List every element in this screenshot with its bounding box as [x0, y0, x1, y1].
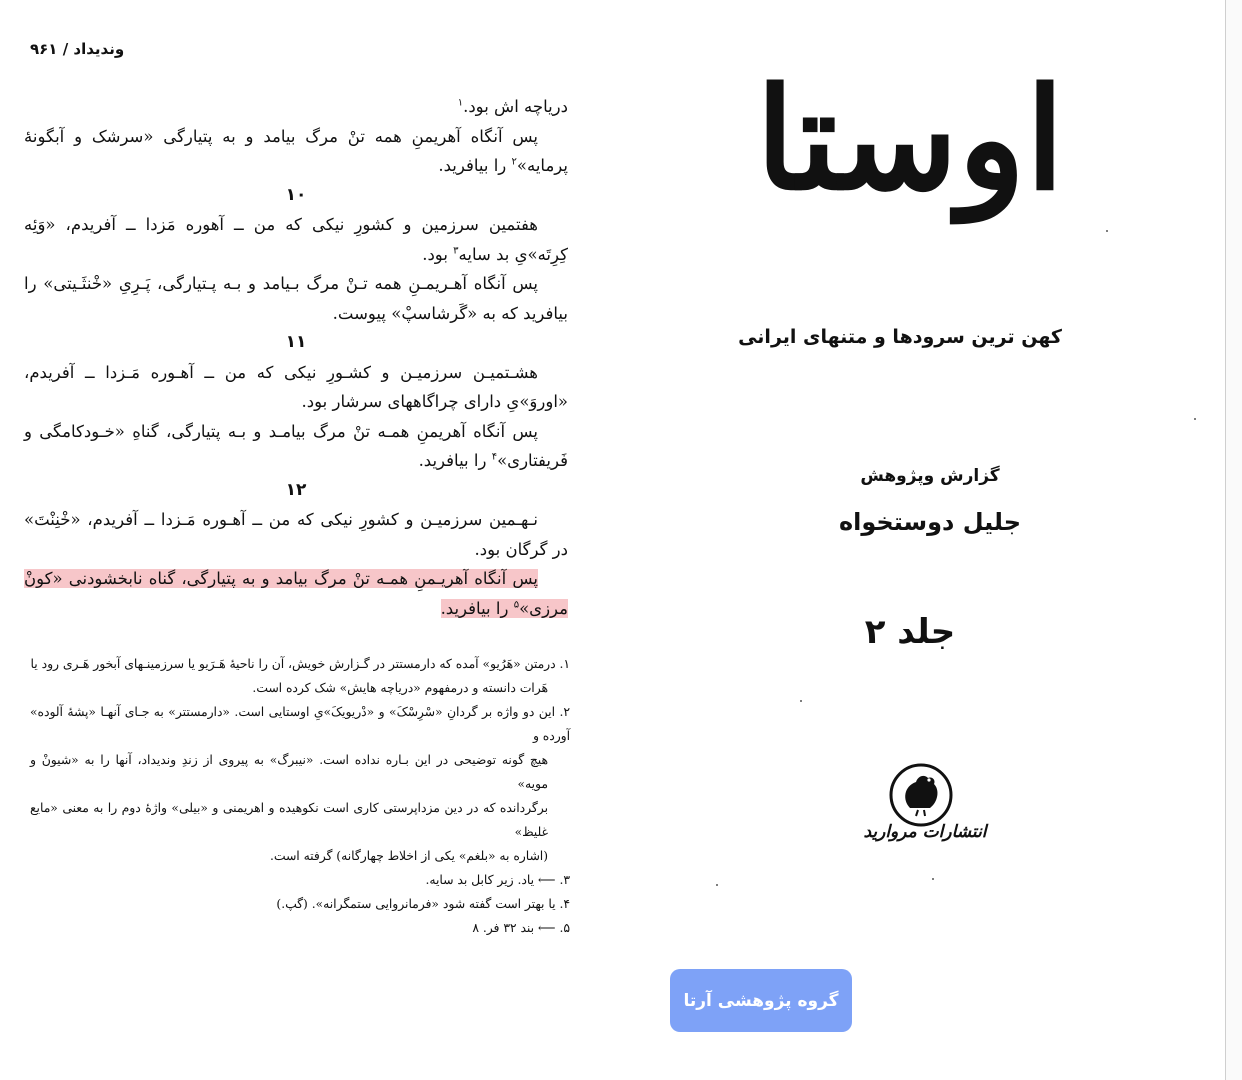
text: پس آنگاه آهریمنِ همه تنْ مرگ بیامد و به پتیارگی «سرشک و آبگونهٔ پرمایه»: [24, 126, 568, 175]
text: پس آنگاه آهریمنِ همـه تنْ مرگ بیامـد و بـه پتیارگی، گناهِ «خـودکامگی و فَریفتاری»: [24, 421, 568, 470]
footnote-ref[interactable]: ۴: [491, 451, 498, 463]
scan-speck: [1106, 230, 1108, 232]
verse-number: ۱۰: [285, 184, 307, 205]
footnote-3: ۳. ⟵ یاد. زیر کابل بد سایه.: [425, 873, 570, 887]
book-subtitle: کهن ترین سرودها و متنهای ایرانی: [738, 326, 1062, 348]
arta-group-button[interactable]: گروه پژوهشی آرتا: [670, 969, 852, 1032]
cover-page: [600, 0, 1242, 1080]
page-header: وندیداد / ۹۶۱: [30, 40, 125, 58]
footnote-5: ۵. ⟵ بند ۳۲ فر. ۸: [472, 921, 570, 935]
scan-speck: [1194, 418, 1196, 420]
text: را بیافرید.: [418, 451, 492, 470]
body-text: [24, 92, 568, 623]
paragraph-8-highlighted[interactable]: [24, 564, 568, 623]
footnote-ref[interactable]: ۵: [513, 599, 520, 610]
text: پس آنگاه آهریـمنِ همـه تنْ مرگ بیامد و به پتیارگی، گناه نابخشودنی «کونْ مرزی»: [24, 569, 568, 618]
text: دریاچه اش بود.: [463, 97, 568, 116]
paragraph-4: پس آنگاه آهـریمـنِ همه تـنْ مرگ بـیامد و بـه پـتیارگی، پَـرِیِ «خْنثَـیتی» را بیافرید که به «گَرشاسپْ» پیوست.: [24, 274, 568, 323]
scan-speck: [716, 884, 718, 886]
highlighted-text[interactable]: [24, 569, 568, 618]
book-title: اوستا: [755, 58, 1065, 222]
paragraph-3: [24, 210, 568, 269]
footnotes: [30, 652, 570, 940]
verse-number: ۱۱: [285, 332, 307, 352]
author-name: جلیل دوستخواه: [838, 508, 1022, 536]
footnote-ref[interactable]: ۱: [457, 97, 464, 109]
footnote-ref[interactable]: ۳: [453, 245, 459, 256]
volume-label: جلد ۲: [864, 612, 956, 652]
scan-speck: [800, 700, 802, 702]
paragraph-2: [24, 122, 568, 181]
publisher-name: انتشارات مروارید: [863, 822, 987, 842]
author-role: گزارش وپژوهش: [860, 466, 1000, 486]
scrollbar[interactable]: [1225, 0, 1242, 1080]
text: را بیافرید.: [440, 598, 514, 618]
text: بود.: [422, 244, 454, 264]
text: هفتمین سرزمین و کشورِ نیکی که من ــ آهوره مَزدا ــ آفریدم، «وَئِه کِرِتَه»یِ بد سایه: [24, 215, 568, 264]
paragraph-5: هشـتمیـن سرزمیـن و کشـورِ نیکی که من ــ آهـوره مَـزدا ــ آفریدم، «اوروَ»یِ دارای چراگاههای سرشار بود.: [24, 362, 568, 411]
footnote-2-cont: (اشاره به «بلغم» یکی از اخلاط چهارگانه) گرفته است.: [269, 849, 548, 863]
footnote-4: ۴. یا بهتر است گفته شود «فرمانروایی ستمگرانه». (گپ.): [276, 897, 570, 911]
footnote-2: ۲. این دو واژه بر گردانِ «سْرِسْکَ» و «دْریویکَ»یِ اوستایی است. «دارمستتر» به جـای آنهـا «پشهٔ آلوده» آورده و: [30, 705, 570, 743]
footnote-1: ۱. درمتن «هَرُیو» آمده که دارمستتر در گـزارش خویش، آن را ناحیهٔ هَـرَیو یا سرزمینـهای آبخور هَـری رود یا: [30, 657, 570, 671]
footnote-ref[interactable]: ۲: [511, 156, 517, 168]
left-page: [0, 0, 600, 1080]
paragraph-7: نـهـمین سرزمیـن و کشورِ نیکی که من ــ آهـوره مَـزدا ــ آفریدم، «خْنِنْتَ» در گرگان بود.: [24, 510, 568, 559]
text: را بیافرید.: [438, 156, 512, 175]
footnote-2-cont: برگردانده که در دین مزداپرستی کاری است نکوهیده و اهریمنی و «بیلی» واژهٔ دوم را به معنی «مایع غلیظ»: [30, 801, 548, 839]
verse-number: ۱۲: [285, 479, 307, 500]
paragraph-6: [24, 417, 568, 476]
publisher-bird-logo: [888, 762, 954, 828]
scan-speck: [932, 878, 934, 880]
footnote-2-cont: هیچ گونه توضیحی در این بـاره نداده است. «نیبرگ» به پیروی از زندِ وندیداد، آنها را به «شیونْ و مویه»: [30, 753, 548, 791]
footnote-1-cont: هَرات دانسته و درمفهوم «دریاچه هایش» شک کرده است.: [252, 681, 548, 695]
paragraph-1: [24, 92, 568, 122]
